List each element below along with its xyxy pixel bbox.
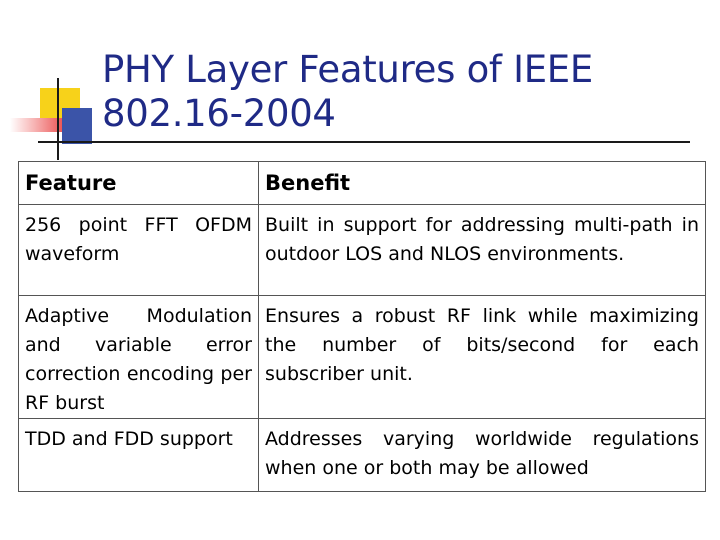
logo-blue-square <box>62 108 92 144</box>
table-row <box>19 419 706 492</box>
table-header-row <box>19 162 706 205</box>
feature-cell: TDD and FDD support <box>19 419 259 492</box>
title-underline <box>38 141 690 143</box>
header-benefit: Benefit <box>259 162 706 205</box>
benefit-cell: Addresses varying worldwide regulations when one or both may be allowed <box>259 419 706 492</box>
table-row <box>19 205 706 296</box>
slide-title: PHY Layer Features of IEEE 802.16-2004 <box>102 48 593 135</box>
benefit-cell: Ensures a robust RF link while maximizing the number of bits/second for each subscriber unit. <box>259 296 706 419</box>
feature-cell: Adaptive Modulation and variable error correction encoding per RF burst <box>19 296 259 419</box>
benefit-cell: Built in support for addressing multi-path in outdoor LOS and NLOS environments. <box>259 205 706 296</box>
features-table <box>18 161 706 492</box>
logo-vertical-line <box>57 78 59 160</box>
feature-cell: 256 point FFT OFDM waveform <box>19 205 259 296</box>
table-row <box>19 296 706 419</box>
header-feature: Feature <box>19 162 259 205</box>
